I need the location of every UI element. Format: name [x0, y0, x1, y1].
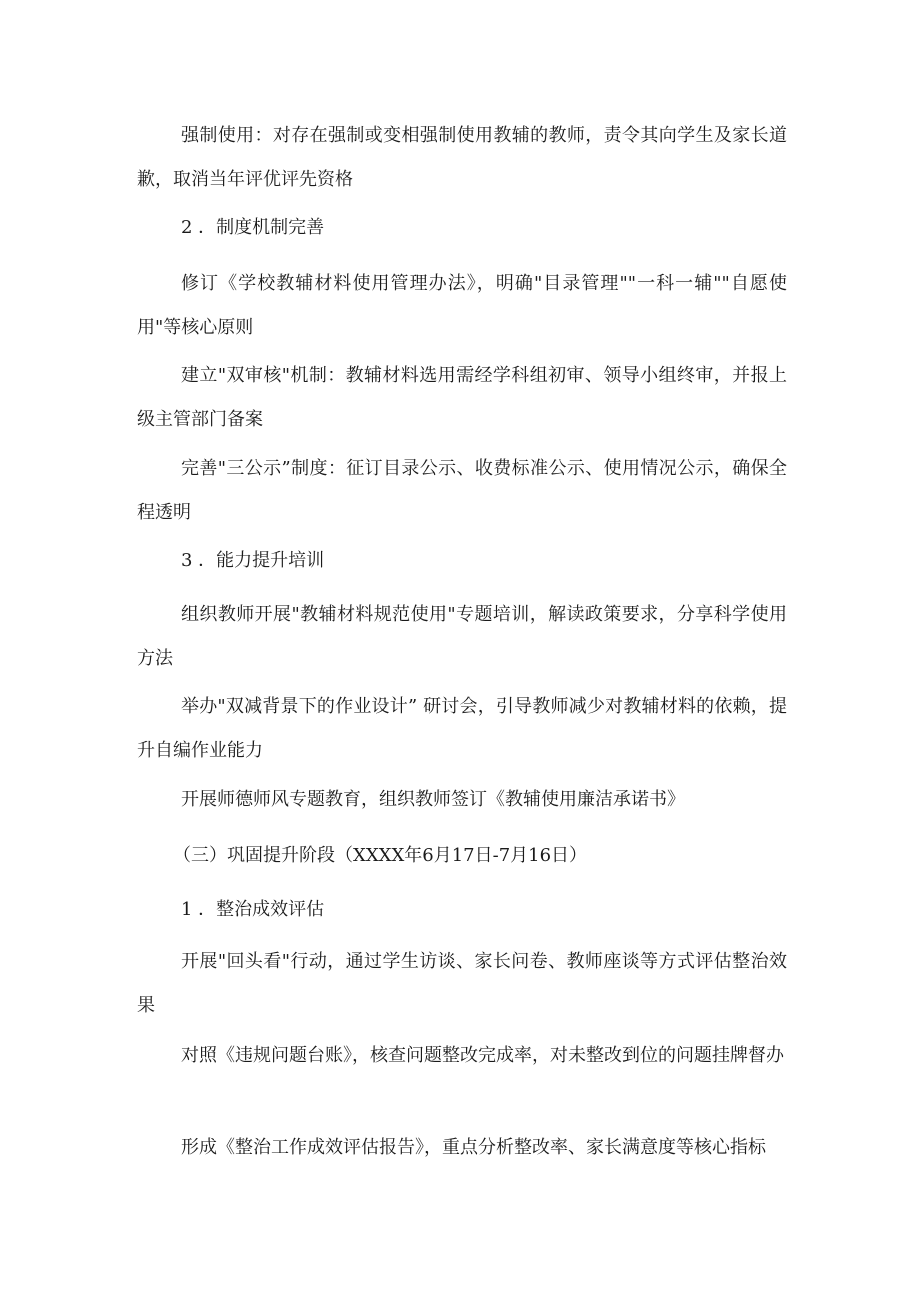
paragraph-teacher-training: 组织教师开展"教辅材料规范使用"专题培训，解读政策要求，分享科学使用方法 [137, 604, 787, 669]
paragraph-check-ledger: 对照《违规问题台账》，核查问题整改完成率，对未整改到位的问题挂牌督办 [181, 1045, 784, 1066]
heading-capacity-training: 3 ．能力提升培训 [181, 550, 325, 571]
paragraph-double-review: 建立"双审核"机制：教辅材料选用需经学科组初审、领导小组终审，并报上级主管部门备案 [137, 365, 787, 430]
paragraph-three-publicity: 完善"三公示”制度：征订目录公示、收费标准公示、使用情况公示，确保全程透明 [137, 458, 787, 523]
paragraph-homework-seminar: 举办"双减背景下的作业设计” 研讨会，引导教师减少对教辅材料的依赖，提升自编作业能力 [137, 696, 787, 761]
heading-effect-evaluation: 1 ．整治成效评估 [181, 899, 325, 920]
paragraph-evaluation-report: 形成《整治工作成效评估报告》，重点分析整改率、家长满意度等核心指标 [181, 1137, 766, 1158]
heading-system-improvement: 2 ．制度机制完善 [181, 217, 325, 238]
paragraph-forced-use: 强制使用：对存在强制或变相强制使用教辅的教师，责令其向学生及家长道歉，取消当年评优评先资格 [137, 125, 787, 190]
heading-consolidation-stage: （三）巩固提升阶段（XXXX年6月17日-7月16日） [173, 845, 588, 866]
paragraph-look-back: 开展"回头看"行动，通过学生访谈、家长问卷、教师座谈等方式评估整治效果 [137, 951, 787, 1016]
paragraph-ethics-education: 开展师德师风专题教育，组织教师签订《教辅使用廉洁承诺书》 [181, 789, 685, 810]
paragraph-revise-measures: 修订《学校教辅材料使用管理办法》，明确"目录管理""一科一辅""自愿使用"等核心原则 [137, 273, 787, 338]
